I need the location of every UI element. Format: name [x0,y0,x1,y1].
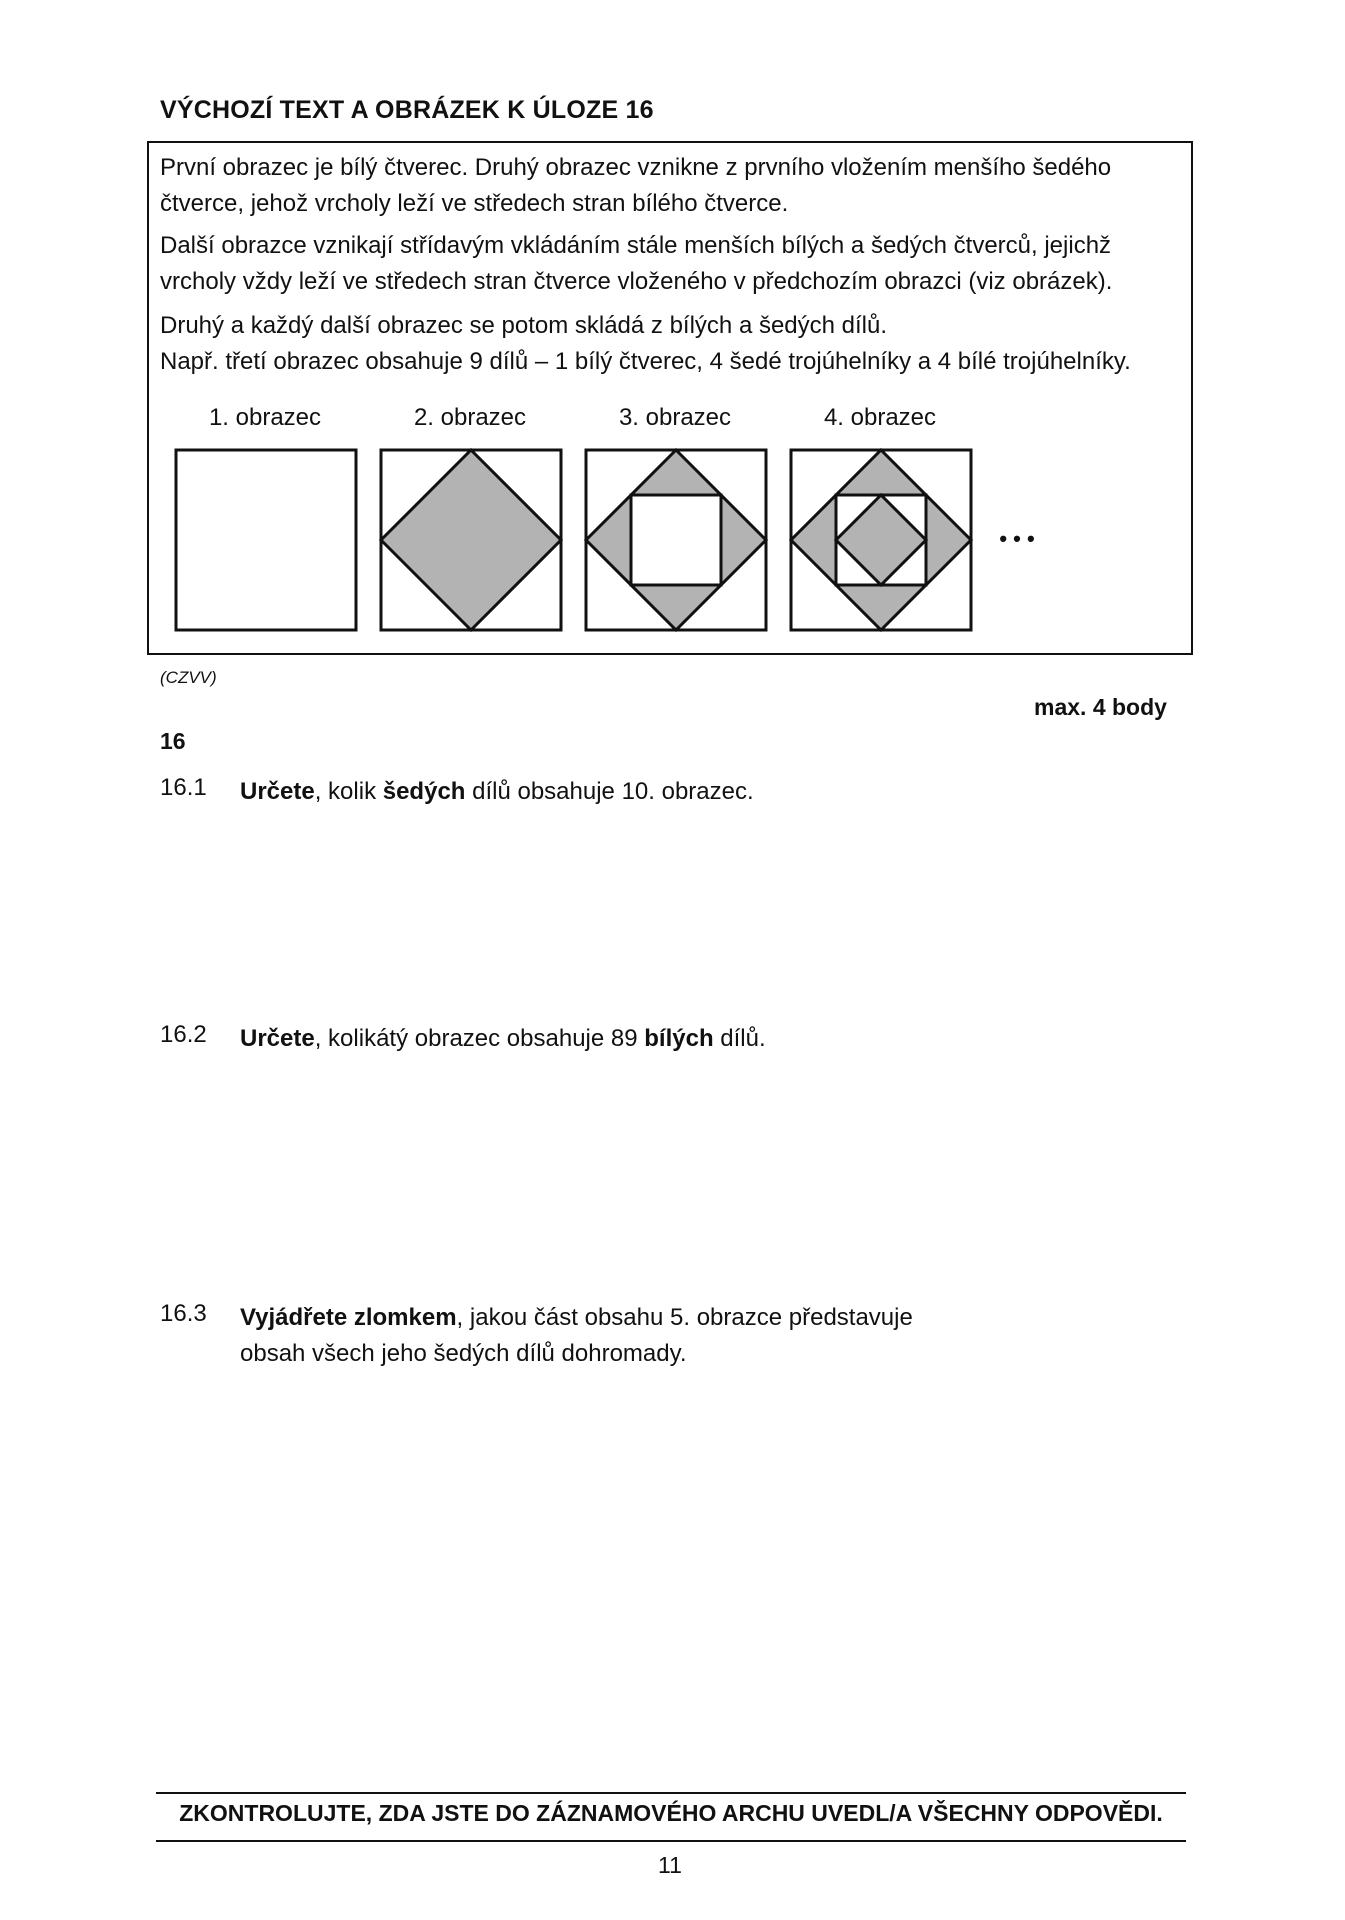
question-part: dílů. [713,1025,766,1052]
white-square [176,450,356,630]
question-number: 16.1 [160,774,207,801]
question-verb: Určete [240,778,315,805]
question-verb: Určete [240,1025,315,1052]
intro-paragraph-4: Např. třetí obrazec obsahuje 9 dílů – 1 bílý čtverec, 4 šedé trojúhelníky a 4 bílé trojúhelníky. [160,348,1131,375]
question-text [240,1021,766,1057]
source-note: (CZVV) [160,668,217,687]
question-text [240,774,754,810]
white-inner-square [631,495,721,585]
figures-illustration [172,446,1072,636]
intro-paragraph-2 [160,228,1112,300]
question-verb: Vyjádřete zlomkem [240,1304,457,1331]
figure-2 [381,450,561,630]
footer-reminder: ZKONTROLUJTE, ZDA JSTE DO ZÁZNAMOVÉHO ARCHU UVEDL/A VŠECHNY ODPOVĚDI. [179,1800,1163,1826]
question-part: obsah všech jeho šedých dílů dohromady. [240,1340,687,1367]
figure-label-4: 4. obrazec [823,404,937,431]
max-points: max. 4 body [1034,694,1167,720]
question-text [240,1300,913,1372]
intro-line: čtverce, jehož vrcholy leží ve středech stran bílého čtverce. [160,190,789,217]
intro-paragraph-3: Druhý a každý další obrazec se potom skládá z bílých a šedých dílů. [160,312,888,339]
figure-4 [791,450,971,630]
task-number: 16 [160,728,186,754]
question-number: 16.3 [160,1300,207,1327]
question-part: , jakou část obsahu 5. obrazce představuje [456,1304,913,1331]
question-part: dílů obsahuje 10. obrazec. [465,778,754,805]
figure-label-2: 2. obrazec [413,404,527,431]
intro-line: vrcholy vždy leží ve středech stran čtverce vloženého v předchozím obrazci (viz obrázek). [160,268,1113,295]
question-number: 16.2 [160,1021,207,1048]
question-emphasis: šedých [382,778,466,805]
ellipsis: • • • [999,526,1035,551]
intro-paragraph-1 [160,150,1111,222]
page-number: 11 [658,1852,682,1878]
section-heading: VÝCHOZÍ TEXT A OBRÁZEK K ÚLOZE 16 [160,96,654,124]
footer-rule-bottom [156,1840,1186,1842]
figure-label-1: 1. obrazec [208,404,322,431]
figure-3 [586,450,766,630]
intro-line: Další obrazce vznikají střídavým vkládáním stále menších bílých a šedých čtverců, jejichž [160,232,1112,259]
footer-rule-top [156,1792,1186,1794]
figure-label-3: 3. obrazec [618,404,732,431]
figure-1 [176,450,356,630]
intro-line: První obrazec je bílý čtverec. Druhý obrazec vznikne z prvního vložením menšího šedého [160,154,1112,181]
question-part: , kolikátý obrazec obsahuje 89 [314,1025,645,1052]
question-part: , kolik [314,778,383,805]
question-emphasis: bílých [644,1025,714,1052]
